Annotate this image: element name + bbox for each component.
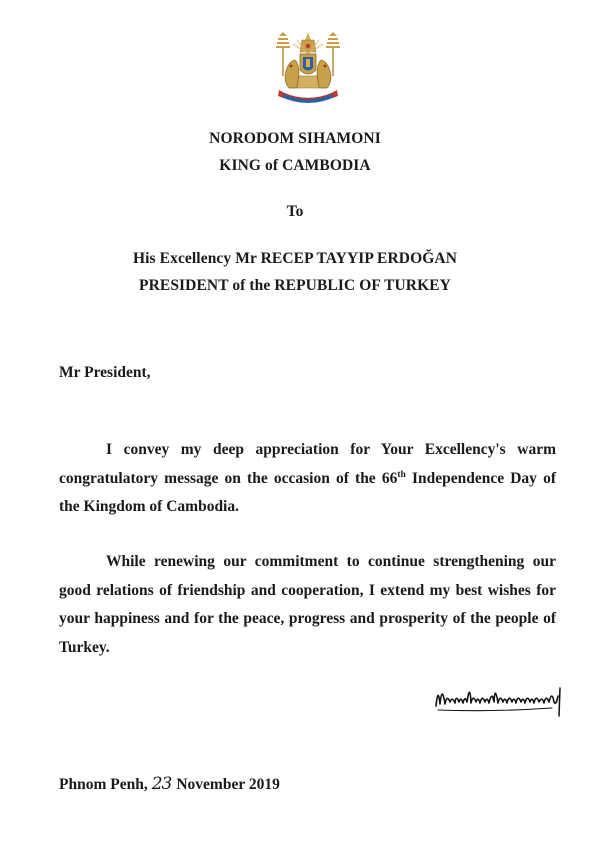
ordinal-suffix: th — [397, 469, 406, 480]
paragraph-1-text: I convey my deep appreciation for Your Excellency's warm congratulatory message on the occasion of the 66 — [59, 441, 556, 487]
sender-name: NORODOM SIHAMONI — [209, 130, 381, 147]
paragraph-2: While renewing our commitment to continue strengthening our good relations of friendship and cooperation, I extend my best wishes for your happiness and for the peace, progress and prosperity of the people of Turkey. — [59, 553, 556, 656]
closing-city: Phnom Penh, — [59, 776, 148, 793]
royal-crest-icon — [269, 30, 347, 110]
paragraph-1-text-end: Independence Day of the Kingdom of Cambodia. — [59, 469, 556, 515]
recipient-name: His Excellency Mr RECEP TAYYIP ERDOĞAN — [132, 250, 457, 267]
closing-line — [59, 774, 280, 794]
salutation: Mr President, — [59, 364, 151, 381]
to-label: To — [286, 203, 304, 220]
royal-signature — [432, 676, 570, 720]
paragraph-1 — [59, 436, 556, 522]
recipient-title: PRESIDENT of the REPUBLIC OF TURKEY — [139, 277, 451, 294]
sender-title: KING of CAMBODIA — [219, 157, 371, 174]
handwritten-day: 23 — [151, 774, 172, 794]
closing-month-year: November 2019 — [176, 776, 280, 793]
